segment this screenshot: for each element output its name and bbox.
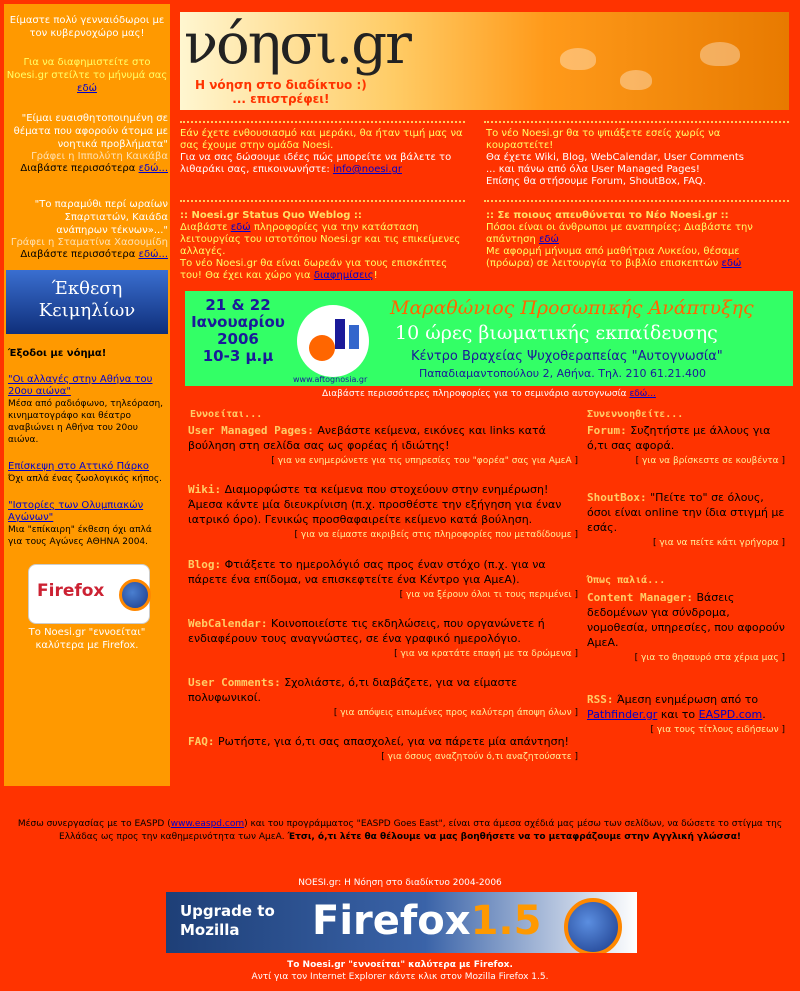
- banner-address: Παπαδιαμαντοπούλου 2, Αθήνα. Τηλ. 210 61.21.400: [419, 367, 706, 380]
- exhibition-banner-text: Έκθεση Κειμηλίων: [38, 278, 136, 321]
- entry-wiki: Wiki: Διαμορφώστε τα κείμενα που στοχεύουν στην ενημέρωση! Άμεσα κάντε μία διευκρίνιση (π.χ. προσθέστε την εξήγηση για έναν ιατρικό όρο). Γενικώς προσθαφαιρείτε κείμενο κατά βούληση. [ για να είμαστε ακριβείς στις πληροφορίες που μεταδίδουμε ]: [188, 483, 578, 540]
- exhibition-banner[interactable]: [6, 270, 168, 334]
- advertise-link[interactable]: εδώ: [77, 83, 97, 94]
- bird-silhouette: [700, 42, 740, 66]
- as-before-heading: Όπως παλιά...: [587, 575, 666, 586]
- firefox-caption: Το Noesi.gr "εννοείται" καλύτερα με Firefox.: [28, 627, 146, 651]
- quote2-link[interactable]: εδώ...: [138, 249, 168, 260]
- email-link[interactable]: info@noesi.gr: [332, 164, 402, 175]
- entry-more-link[interactable]: για απόψεις ειπωμένες προς καλύτερη άποψη όλων: [340, 708, 572, 718]
- entry-more-link[interactable]: για να βρίσκεστε σε κουβέντα: [641, 456, 779, 466]
- firefox-icon: [119, 579, 151, 611]
- quote1-text: "Είμαι ευαισθητοποιημένη σε θέματα που αφορούν άτομα με νοητικά προβλήματα": [13, 113, 168, 150]
- welcome-text: Είμαστε πολύ γενναιόδωροι με τον κυβερνοχώρο μας!: [9, 15, 165, 39]
- entry-more-link[interactable]: για όσους αναζητούν ό,τι αναζητούσατε: [387, 752, 572, 762]
- firefox-upgrade-banner[interactable]: [166, 892, 637, 953]
- firefox-badge[interactable]: [28, 564, 150, 624]
- quote2-author: Γράφει η Σταματίνα Χασουμίδη: [10, 237, 168, 248]
- bird-silhouette: [560, 48, 596, 70]
- ads-link[interactable]: διαφημίσεις: [313, 270, 374, 281]
- easpd-link[interactable]: EASPD.com: [698, 708, 763, 721]
- footer-bottom: Το Noesi.gr "εννοείται" καλύτερα με Firefox. Αντί για τον Internet Explorer κάντε κλικ στον Mozilla Firefox 1.5.: [251, 960, 549, 982]
- outing2: Επίσκεψη στο Αττικό Πάρκο Όχι απλά ένας ζωολογικός κήπος.: [8, 461, 163, 484]
- intro-left: Εάν έχετε ενθουσιασμό και μεράκι, θα ήταν τιμή μας να σας έχουμε στην ομάδα Noesi. Για να σας δώσουμε ιδέες πώς μπορείτε να βάλετε το λιθαράκι σας, επικοινωνήστε: info@noesi.gr: [180, 128, 463, 175]
- banner-date: 21 & 22 Ιανουαρίου 2006 10-3 μ.μ: [191, 296, 285, 365]
- banner-center: Κέντρο Βραχείας Ψυχοθεραπείας "Αυτογνωσία": [411, 349, 723, 364]
- entry-user-pages: User Managed Pages: Ανεβάστε κείμενα, εικόνες και links κατά βούληση στη σελίδα σας ως φορέας ή ιδιώτης! [ για να ενημερώνετε για τις υπηρεσίες του "φορέα" σας για ΑμεΑ ]: [188, 424, 578, 466]
- status-left: :: Noesi.gr Status Quo Weblog :: Διαβάστε εδώ πληροφορίες για την κατάσταση λειτουργίας του ιστοτόπου Noesi.gr και τις επικείμενες αλλαγές. Το νέο Noesi.gr θα είναι δωρεάν για τους επισκέπτες του! Θα έχει και χώρο για διαφημίσεις!: [180, 210, 461, 281]
- outing2-link[interactable]: Επίσκεψη στο Αττικό Πάρκο: [8, 461, 150, 472]
- firefox-icon: [564, 898, 622, 953]
- entry-webcalendar: WebCalendar: Κοινοποιείστε τις εκδηλώσεις, που οργανώνετε ή ενδιαφέρουν τους αναγνώστες, σε ένα γραφικό ημερολόγιο. [ για να κρατάτε επαφή με τα δρώμενα ]: [188, 617, 578, 659]
- copyright: NOESI.gr: Η Νόηση στο διαδίκτυο 2004-2006: [298, 878, 502, 888]
- firefox-wordmark: Firefox1.5: [312, 898, 542, 944]
- entry-faq: FAQ: Ρωτήστε, για ό,τι σας απασχολεί, για να πάρετε μία απάντηση! [ για όσους αναζητούν ό,τι αναζητούσατε ]: [188, 735, 578, 762]
- banner-url: www.aftognosia.gr: [293, 375, 368, 384]
- divider: [484, 121, 789, 123]
- right-section-heading: Συνεννοηθείτε...: [587, 409, 684, 420]
- upgrade-text: Upgrade to Mozilla: [180, 902, 275, 939]
- divider: [180, 200, 465, 202]
- banner-more-link[interactable]: εδώ...: [629, 389, 656, 399]
- outing3-link[interactable]: "Ιστορίες των Ολυμπιακών Αγώνων": [8, 500, 144, 523]
- quote1-author: Γράφει η Ιππολύτη Καικάβα: [31, 151, 168, 162]
- divider: [484, 200, 789, 202]
- status-link[interactable]: εδώ: [230, 222, 251, 233]
- seminar-banner[interactable]: [185, 291, 793, 386]
- left-section-heading: Εννοείται...: [190, 409, 263, 420]
- advertise-text: Για να διαφημιστείτε στο Noesi.gr στείλτε το μήνυμά σας εδώ: [6, 57, 168, 94]
- logo-tagline: Η νόηση στο διαδίκτυο :) ... επιστρέφει!: [195, 78, 367, 106]
- entry-more-link[interactable]: για τους τίτλους ειδήσεων: [656, 725, 779, 735]
- banner-more-info: Διαβάστε περισσότερες πληροφορίες για το σεμινάριο αυτογνωσία εδώ...: [322, 389, 656, 399]
- guestbook-link[interactable]: εδώ: [721, 258, 742, 269]
- entry-content-manager: Content Manager: Βάσεις δεδομένων για σύνδρομα, νομοθεσία, υπηρεσίες, που αφορούν ΑμεΑ. [ για το θησαυρό στα χέρια μας ]: [587, 591, 785, 663]
- sidebar: [4, 4, 170, 786]
- entry-blog: Blog: Φτιάξετε το ημερολόγιό σας προς έναν στόχο (π.χ. για να πάρετε ένα επίδομα, να επισκεφτείτε ένα Κέντρο για ΑμεΑ). [ για να ξέρουν όλοι τι τους περιμένει ]: [188, 558, 578, 600]
- entry-more-link[interactable]: για να είμαστε ακριβείς στις πληροφορίες που μεταδίδουμε: [300, 530, 572, 540]
- firefox-badge-text: Firefox: [37, 581, 105, 601]
- quote1-read-more: Διαβάστε περισσότερα εδώ...: [20, 163, 168, 174]
- intro-right: Το νέο Noesi.gr θα το ψπιάξετε εσείς χωρίς να κουραστείτε! Θα έχετε Wiki, Blog, WebCalendar, User Comments ... και πάνω από όλα User Managed Pages! Επίσης θα στήσουμε Forum, ShoutBox, FAQ.: [486, 128, 744, 187]
- outing1-link[interactable]: "Οι αλλαγές στην Αθήνα του 20ου αιώνα": [8, 374, 153, 397]
- aftognosia-logo-icon: [297, 305, 369, 377]
- footer-text: Μέσω συνεργασίας με το EASPD (www.easpd.com) και του προγράμματος "EASPD Goes East", είναι στα άμεσα σχέδιά μας μέσω των σελίδων, να δώσετε το στίγμα της Ελλάδας ως προς την καθημερινότητα των ΑμεΑ. Έτσι, ό,τι λέτε θα θέλουμε να μας βοηθήσετε να το μεταφράζουμε στην Αγγλική γλώσσα!: [17, 819, 783, 842]
- logo-text: νόησι.gr: [184, 12, 410, 77]
- quote2-text: "Το παραμύθι περί ωραίων Σπαρτιατών, Καιάδα ανάπηρων τέκνων»...": [34, 199, 168, 236]
- entry-shoutbox: ShoutBox: "Πείτε το" σε όλους, όσοι είναι online την ίδια στιγμή με εσάς. [ για να πείτε κάτι γρήγορα ]: [587, 491, 785, 548]
- banner-subtitle: 10 ώρες βιωματικής εκπαίδευσης: [395, 322, 718, 344]
- outings-title: Έξοδοι με νόημα!: [8, 348, 107, 359]
- status-right: :: Σε ποιους απευθύνεται το Νέο Noesi.gr :: Πόσοι είναι οι άνθρωποι με αναπηρίες; Διαβάστε την απάντηση εδώ Με αφορμή μήνυμα από μαθήτρια Λυκείου, θέσαμε (πρόωρα) σε λειτουργία το βιβλίο επισκεπτών εδώ: [486, 210, 753, 269]
- outing3: "Ιστορίες των Ολυμπιακών Αγώνων" Μια "επίκαιρη" έκθεση όχι απλά για τους Αγώνες ΑΘΗΝΑ 2004.: [8, 500, 152, 547]
- answer-link[interactable]: εδώ: [539, 234, 559, 245]
- pathfinder-link[interactable]: Pathfinder.gr: [587, 708, 658, 721]
- entry-more-link[interactable]: για το θησαυρό στα χέρια μας: [641, 653, 779, 663]
- outing1: "Οι αλλαγές στην Αθήνα του 20ου αιώνα" Μέσα από ραδιόφωνο, τηλεόραση, κινηματογράφο και θέατρο αναβιώνει η Αθήνα του 20ου αιώνα.: [8, 374, 164, 445]
- bird-silhouette: [620, 70, 652, 90]
- divider: [180, 121, 465, 123]
- entry-more-link[interactable]: για να ξέρουν όλοι τι τους περιμένει: [406, 590, 572, 600]
- entry-user-comments: User Comments: Σχολιάστε, ό,τι διαβάζετε, για να είμαστε πολυφωνικοί. [ για απόψεις ειπωμένες προς καλύτερη άποψη όλων ]: [188, 676, 578, 718]
- entry-forum: Forum: Συζητήστε με άλλους για ό,τι σας αφορά. [ για να βρίσκεστε σε κουβέντα ]: [587, 424, 785, 466]
- quote1-link[interactable]: εδώ...: [138, 163, 168, 174]
- site-logo-banner[interactable]: [180, 12, 789, 110]
- easpd-footer-link[interactable]: www.easpd.com: [170, 819, 245, 829]
- entry-more-link[interactable]: για να ενημερώνετε για τις υπηρεσίες του "φορέα" σας για ΑμεΑ: [277, 456, 572, 466]
- quote2-read-more: Διαβάστε περισσότερα εδώ...: [20, 249, 168, 260]
- entry-rss: RSS: Άμεση ενημέρωση από το Pathfinder.gr και το EASPD.com. [ για τους τίτλους ειδήσεων ]: [587, 693, 785, 735]
- entry-more-link[interactable]: για να πείτε κάτι γρήγορα: [659, 538, 779, 548]
- entry-more-link[interactable]: για να κρατάτε επαφή με τα δρώμενα: [400, 649, 572, 659]
- banner-title: Μαραθώνιος Προσωπικής Ανάπτυξης: [390, 297, 754, 319]
